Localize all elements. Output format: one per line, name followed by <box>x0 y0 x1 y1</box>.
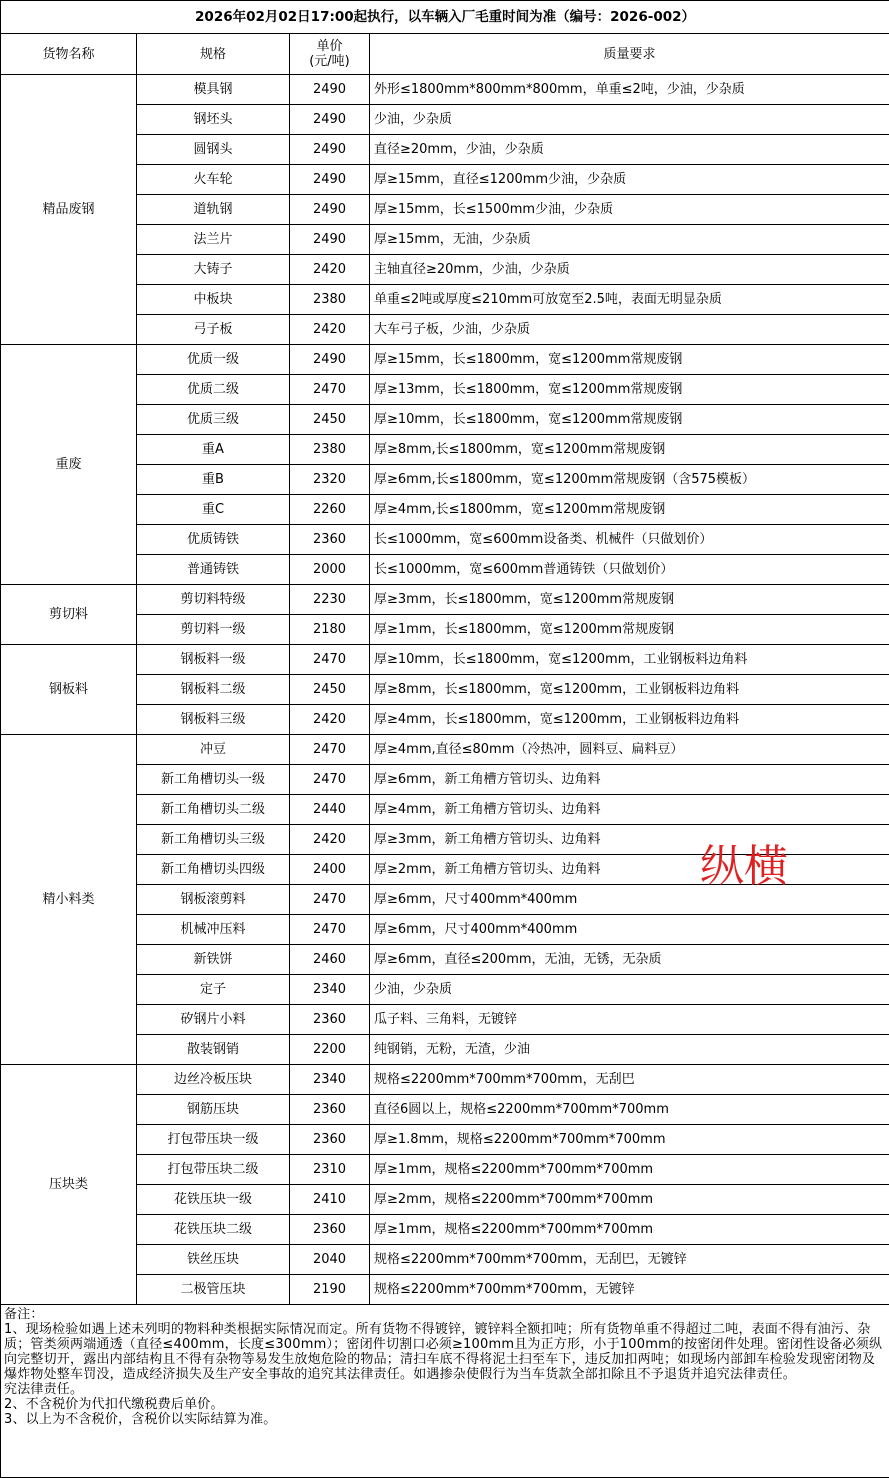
price-cell: 2470 <box>290 765 370 795</box>
spec-cell: 散装钢销 <box>137 1035 290 1065</box>
spec-cell: 普通铸铁 <box>137 555 290 585</box>
price-cell: 2190 <box>290 1275 370 1305</box>
spec-cell: 机械冲压料 <box>137 915 290 945</box>
price-cell: 2490 <box>290 165 370 195</box>
quality-cell: 厚≥2mm，新工角槽方管切头、边角料 <box>370 855 889 885</box>
quality-cell: 规格≤2200mm*700mm*700mm，无镀锌 <box>370 1275 889 1305</box>
quality-cell: 厚≥4mm，新工角槽方管切头、边角料 <box>370 795 889 825</box>
price-cell: 2410 <box>290 1185 370 1215</box>
quality-cell: 厚≥15mm，长≤1800mm，宽≤1200mm常规废钢 <box>370 345 889 375</box>
quality-cell: 厚≥1.8mm，规格≤2200mm*700mm*700mm <box>370 1125 889 1155</box>
spec-cell: 圆钢头 <box>137 135 290 165</box>
note-item-1: 1、现场检验如遇上述未列明的物料种类根据实际情况而定。所有货物不得镀锌，镀锌料全额扣吨；所有货物单重不得超过二吨，表面不得有油污、杂质；管类须两端通透（直径≤400mm，长度≤300mm）；密闭件切割口必须≥100mm且为正方形，小于100mm的按密闭件处理。密闭性设备必须纵向完整切开，露出内部结构且不得有杂物等易发生放炮危险的物品；清扫车底不得将泥土扫至车下，违反加扣两吨；如现场内部卸车检验发现密闭物及爆炸物处整车罚没，造成经济损失及生产安全事故的追究其法律责任。如遇掺杂使假行为当车货款全部扣除且不予退货并追究法律责任。 <box>4 1322 886 1382</box>
spec-cell: 大铸子 <box>137 255 290 285</box>
quality-cell: 厚≥15mm，长≤1500mm少油，少杂质 <box>370 195 889 225</box>
quality-cell: 厚≥10mm，长≤1800mm，宽≤1200mm，工业钢板料边角料 <box>370 645 889 675</box>
spec-cell: 重A <box>137 435 290 465</box>
spec-cell: 重C <box>137 495 290 525</box>
quality-cell: 厚≥15mm，直径≤1200mm少油，少杂质 <box>370 165 889 195</box>
price-cell: 2360 <box>290 1125 370 1155</box>
table-row <box>1 345 889 375</box>
quality-cell: 厚≥1mm，长≤1800mm，宽≤1200mm常规废钢 <box>370 615 889 645</box>
quality-cell: 瓜子料、三角料，无镀锌 <box>370 1005 889 1035</box>
spec-cell: 二极管压块 <box>137 1275 290 1305</box>
table-row <box>1 585 889 615</box>
quality-cell: 厚≥15mm，无油，少杂质 <box>370 225 889 255</box>
quality-cell: 大车弓子板，少油，少杂质 <box>370 315 889 345</box>
spec-cell: 弓子板 <box>137 315 290 345</box>
price-cell: 2470 <box>290 645 370 675</box>
sheet-title: 2026年02月02日17:00起执行，以车辆入厂毛重时间为准（编号：2026-002） <box>1 1 889 34</box>
quality-cell: 厚≥6mm,长≤1800mm，宽≤1200mm常规废钢（含575模板） <box>370 465 889 495</box>
price-cell: 2420 <box>290 825 370 855</box>
note-item-3: 3、以上为不含税价，含税价以实际结算为准。 <box>4 1412 886 1427</box>
table-row <box>1 1065 889 1095</box>
quality-cell: 少油，少杂质 <box>370 975 889 1005</box>
price-cell: 2420 <box>290 255 370 285</box>
category-cell: 压块类 <box>1 1065 137 1305</box>
quality-cell: 厚≥6mm，尺寸400mm*400mm <box>370 885 889 915</box>
spec-cell: 新工角槽切头二级 <box>137 795 290 825</box>
spec-cell: 边丝冷板压块 <box>137 1065 290 1095</box>
category-cell: 精小料类 <box>1 735 137 1065</box>
quality-cell: 厚≥10mm，长≤1800mm，宽≤1200mm常规废钢 <box>370 405 889 435</box>
quality-cell: 厚≥6mm，新工角槽方管切头、边角料 <box>370 765 889 795</box>
spec-cell: 剪切料一级 <box>137 615 290 645</box>
spec-cell: 打包带压块二级 <box>137 1155 290 1185</box>
header-goods-name: 货物名称 <box>1 34 137 75</box>
price-cell: 2360 <box>290 1005 370 1035</box>
spec-cell: 新工角槽切头一级 <box>137 765 290 795</box>
spec-cell: 钢板料二级 <box>137 675 290 705</box>
price-cell: 2320 <box>290 465 370 495</box>
header-price-unit: (元/吨) <box>309 54 350 69</box>
price-cell: 2230 <box>290 585 370 615</box>
price-cell: 2380 <box>290 435 370 465</box>
spec-cell: 优质三级 <box>137 405 290 435</box>
table-row <box>1 645 889 675</box>
price-cell: 2200 <box>290 1035 370 1065</box>
spec-cell: 花铁压块二级 <box>137 1215 290 1245</box>
quality-cell: 厚≥2mm，规格≤2200mm*700mm*700mm <box>370 1185 889 1215</box>
spec-cell: 铁丝压块 <box>137 1245 290 1275</box>
quality-cell: 厚≥8mm,长≤1800mm，宽≤1200mm常规废钢 <box>370 435 889 465</box>
spec-cell: 新工角槽切头三级 <box>137 825 290 855</box>
price-cell: 2040 <box>290 1245 370 1275</box>
header-price <box>290 34 370 75</box>
price-cell: 2440 <box>290 795 370 825</box>
price-cell: 2340 <box>290 975 370 1005</box>
quality-cell: 主轴直径≥20mm，少油，少杂质 <box>370 255 889 285</box>
quality-cell: 厚≥4mm,长≤1800mm，宽≤1200mm常规废钢 <box>370 495 889 525</box>
table-row <box>1 75 889 105</box>
spec-cell: 新铁饼 <box>137 945 290 975</box>
price-cell: 2470 <box>290 915 370 945</box>
quality-cell: 厚≥3mm，新工角槽方管切头、边角料 <box>370 825 889 855</box>
notes-cell <box>1 1305 889 1478</box>
quality-cell: 直径≥20mm，少油，少杂质 <box>370 135 889 165</box>
price-cell: 2420 <box>290 315 370 345</box>
price-cell: 2470 <box>290 375 370 405</box>
quality-cell: 长≤1000mm，宽≤600mm普通铸铁（只做划价） <box>370 555 889 585</box>
price-cell: 2420 <box>290 705 370 735</box>
header-quality: 质量要求 <box>370 34 889 75</box>
spec-cell: 矽钢片小料 <box>137 1005 290 1035</box>
price-cell: 2470 <box>290 735 370 765</box>
spec-cell: 钢筋压块 <box>137 1095 290 1125</box>
spec-cell: 钢板料三级 <box>137 705 290 735</box>
watermark-text: 纵横 <box>700 842 788 892</box>
note-item-2: 2、不含税价为代扣代缴税费后单价。 <box>4 1397 886 1412</box>
price-cell: 2360 <box>290 1095 370 1125</box>
quality-cell: 厚≥3mm，长≤1800mm，宽≤1200mm常规废钢 <box>370 585 889 615</box>
spec-cell: 法兰片 <box>137 225 290 255</box>
price-cell: 2400 <box>290 855 370 885</box>
price-cell: 2180 <box>290 615 370 645</box>
price-cell: 2380 <box>290 285 370 315</box>
quality-cell: 厚≥6mm，直径≤200mm，无油，无锈，无杂质 <box>370 945 889 975</box>
quality-cell: 厚≥1mm，规格≤2200mm*700mm*700mm <box>370 1215 889 1245</box>
notes-heading: 备注： <box>4 1307 886 1322</box>
price-cell: 2490 <box>290 75 370 105</box>
quality-cell: 规格≤2200mm*700mm*700mm，无刮巴，无镀锌 <box>370 1245 889 1275</box>
spec-cell: 钢板滚剪料 <box>137 885 290 915</box>
price-cell: 2310 <box>290 1155 370 1185</box>
quality-cell: 单重≤2吨或厚度≤210mm可放宽至2.5吨，表面无明显杂质 <box>370 285 889 315</box>
spec-cell: 剪切料特级 <box>137 585 290 615</box>
price-cell: 2260 <box>290 495 370 525</box>
spec-cell: 打包带压块一级 <box>137 1125 290 1155</box>
price-cell: 2360 <box>290 1215 370 1245</box>
price-cell: 2460 <box>290 945 370 975</box>
quality-cell: 规格≤2200mm*700mm*700mm，无刮巴 <box>370 1065 889 1095</box>
quality-cell: 直径6圆以上，规格≤2200mm*700mm*700mm <box>370 1095 889 1125</box>
price-cell: 2490 <box>290 105 370 135</box>
quality-cell: 厚≥1mm，规格≤2200mm*700mm*700mm <box>370 1155 889 1185</box>
spec-cell: 冲豆 <box>137 735 290 765</box>
header-spec: 规格 <box>137 34 290 75</box>
note-item-1-tail: 究法律责任。 <box>4 1382 886 1397</box>
price-cell: 2340 <box>290 1065 370 1095</box>
category-cell: 剪切料 <box>1 585 137 645</box>
category-cell: 精品废钢 <box>1 75 137 345</box>
spec-cell: 道轨钢 <box>137 195 290 225</box>
spec-cell: 中板块 <box>137 285 290 315</box>
price-cell: 2490 <box>290 225 370 255</box>
spec-cell: 火车轮 <box>137 165 290 195</box>
price-cell: 2490 <box>290 195 370 225</box>
price-cell: 2450 <box>290 405 370 435</box>
price-cell: 2490 <box>290 135 370 165</box>
spec-cell: 优质铸铁 <box>137 525 290 555</box>
category-cell: 重废 <box>1 345 137 585</box>
quality-cell: 厚≥6mm，尺寸400mm*400mm <box>370 915 889 945</box>
quality-cell: 厚≥8mm，长≤1800mm，宽≤1200mm，工业钢板料边角料 <box>370 675 889 705</box>
quality-cell: 外形≤1800mm*800mm*800mm，单重≤2吨，少油，少杂质 <box>370 75 889 105</box>
quality-cell: 少油，少杂质 <box>370 105 889 135</box>
spec-cell: 新工角槽切头四级 <box>137 855 290 885</box>
spec-cell: 钢板料一级 <box>137 645 290 675</box>
spec-cell: 定子 <box>137 975 290 1005</box>
quality-cell: 厚≥4mm,直径≤80mm（冷热冲，圆料豆、扁料豆） <box>370 735 889 765</box>
spec-cell: 优质一级 <box>137 345 290 375</box>
price-cell: 2360 <box>290 525 370 555</box>
price-cell: 2490 <box>290 345 370 375</box>
quality-cell: 厚≥13mm，长≤1800mm，宽≤1200mm常规废钢 <box>370 375 889 405</box>
header-price-label: 单价 <box>316 39 342 54</box>
price-cell: 2000 <box>290 555 370 585</box>
spec-cell: 花铁压块一级 <box>137 1185 290 1215</box>
price-cell: 2450 <box>290 675 370 705</box>
quality-cell: 纯钢销，无粉，无渣，少油 <box>370 1035 889 1065</box>
table-row <box>1 735 889 765</box>
spec-cell: 优质二级 <box>137 375 290 405</box>
quality-cell: 长≤1000mm，宽≤600mm设备类、机械件（只做划价） <box>370 525 889 555</box>
spec-cell: 模具钢 <box>137 75 290 105</box>
price-cell: 2470 <box>290 885 370 915</box>
spec-cell: 重B <box>137 465 290 495</box>
spec-cell: 钢坯头 <box>137 105 290 135</box>
category-cell: 钢板料 <box>1 645 137 735</box>
quality-cell: 厚≥4mm，长≤1800mm，宽≤1200mm，工业钢板料边角料 <box>370 705 889 735</box>
